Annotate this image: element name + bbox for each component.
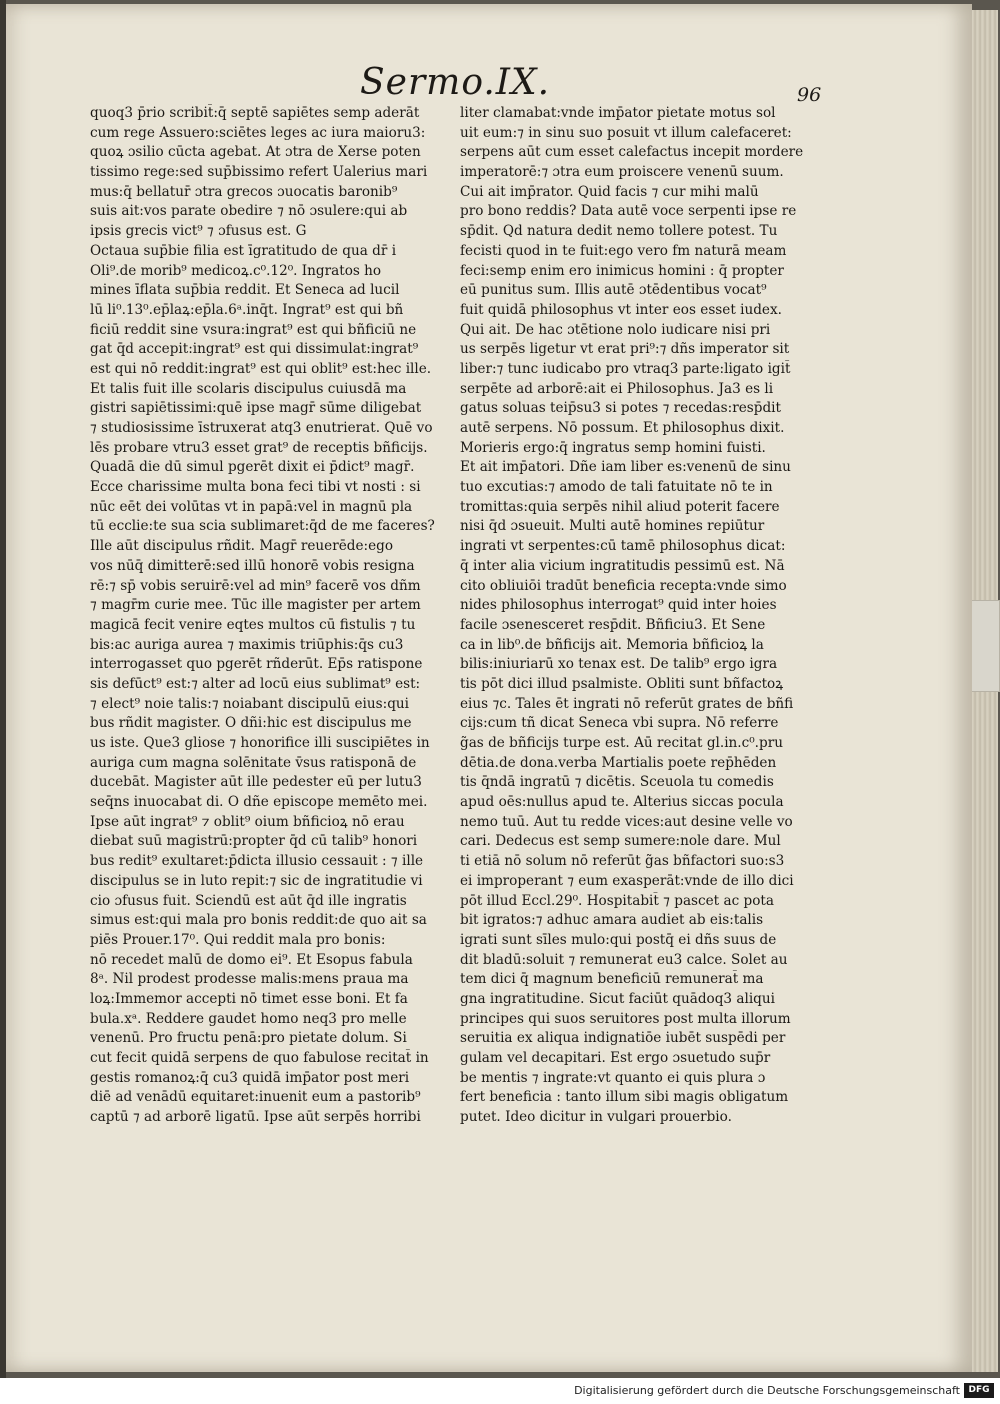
text-line: uit eum:⁊ in sinu suo posuit vt illum calefaceret: [460, 124, 792, 141]
text-line: ⁊ studiosissime īstruxerat atq3 enutrierat. Quē vo [90, 420, 433, 436]
text-line: tis q̄ndā ingratū ⁊ dicētis. Sceuola tu comedis [460, 774, 774, 791]
text-line: quoꝝ ɔsilio cūcta agebat. At ɔtra de Xerse poten [90, 144, 421, 161]
text-line: us serpēs ligetur vt erat pri⁹:⁊ dñs imperator sit [460, 341, 790, 358]
text-line: gna ingratitudine. Sicut faciūt quādoq3 aliqui [460, 990, 775, 1007]
text-line: cio ɔfusus fuit. Sciendū est aūt q̄d ille ingratis [90, 892, 407, 909]
text-line: ei improperant ⁊ eum exasperāt:vnde de illo dici [460, 872, 794, 889]
left-text-column [90, 104, 460, 1128]
text-line: ipsis grecis vict⁹ ⁊ ɔfusus est. G [90, 223, 307, 240]
text-line: sp̄dit. Qd natura dedit nemo tollere potest. Tu [460, 223, 778, 240]
text-line: fert beneficia : tanto illum sibi magis obligatum [460, 1089, 789, 1106]
text-line: bis:ac auriga aurea ⁊ maximis triūphis:q̄s cu3 [90, 636, 404, 653]
text-line: 8ᵃ. Nil prodest prodesse malis:mens praua ma [90, 971, 409, 988]
text-line: ⁊ magr̄m curie mee. Tūc ille magister per artem [90, 597, 421, 614]
text-line: gestis romanoꝝ:q̄ cu3 quidā imp̄ator post meri [90, 1069, 410, 1086]
text-line: auriga cum magna solēnitate v̄sus ratisponā de [90, 754, 417, 771]
text-line: Ipse aūt ingrat⁹ ⁊ oblit⁹ oium bñficioꝝ nō erau [90, 813, 405, 830]
text-line: seq̄ns inuocabat di. O dñe episcope memēto mei. [90, 794, 428, 811]
text-line: tissimo rege:sed sup̄bissimo refert Ualerius mari [90, 164, 428, 181]
text-line: Octaua sup̄bie filia est īgratitudo de qua dr̄ i [90, 242, 397, 259]
text-line: suis ait:vos parate obedire ⁊ nō ɔsulere:qui ab [90, 203, 408, 220]
text-line: igrati sunt sīles mulo:qui postq̄ ei dñs suus de [460, 931, 777, 948]
footer-credit: Digitalisierung gefördert durch die Deutsche Forschungsgemeinschaft [574, 1384, 960, 1397]
text-line: tū ecclie:te sua scia sublimaret:q̄d de me faceres? [90, 518, 435, 535]
text-line: ducebāt. Magister aūt ille pedester eū per lutu3 [90, 774, 422, 791]
text-line: ingrati vt serpentes:cū tamē philosophus dicat: [460, 538, 786, 555]
text-line: be mentis ⁊ ingrate:vt quanto ei quis plura ɔ [460, 1069, 766, 1086]
text-line: liber:⁊ tunc iudicabo pro vtraq3 parte:ligato igit̄ [460, 360, 791, 377]
text-line: apud oēs:nullus apud te. Alterius siccas pocula [460, 794, 784, 811]
text-line: cut fecit quidā serpens de quo fabulose recitat̄ in [90, 1050, 429, 1066]
text-line: quoq3 p̄rio scribit̄:q̄ septē sapiētes semp aderāt [90, 105, 420, 121]
text-line: gatus soluas teip̄su3 si potes ⁊ recedas:resp̄dit [460, 400, 781, 417]
text-line: captū ⁊ ad arborē ligatū. Ipse aūt serpēs horribi [90, 1109, 421, 1126]
text-line: bilis:iniuriarū xo tenax est. De talib⁹ ergo igra [460, 656, 778, 673]
text-line: simus est:qui mala pro bonis reddit:de quo ait sa [90, 912, 427, 929]
text-line: lēs probare vtru3 esset grat⁹ de receptis bñficijs. [90, 439, 428, 456]
text-line: bus redit⁹ exultaret:p̄dicta illusio cessauit : ⁊ ille [90, 853, 424, 870]
text-line: cum rege Assuero:sciētes leges ac iura maioru3: [90, 124, 426, 141]
right-text-column [460, 104, 830, 1128]
text-line: fecisti quod in te fuit:ego vero fm naturā meam [460, 242, 787, 259]
dfg-logo: DFG [964, 1383, 994, 1398]
footer-bar [0, 1378, 1000, 1404]
text-line: dētia.de dona.verba Martialis poete rep̄hēden [460, 754, 777, 771]
text-line: mus:q̄ bellatur̄ ɔtra grecos ɔuocatis baronib⁹ [90, 183, 398, 200]
folio-number: 96 [797, 84, 822, 106]
text-line: nisi q̄d ɔsueuit. Multi autē homines repiūtur [460, 518, 765, 535]
text-line: gistri sapiētissimi:quē ipse magr̄ sūme diligebat [90, 400, 422, 417]
text-line: Et talis fuit ille scolaris discipulus cuiusdā ma [90, 380, 407, 397]
text-line: piēs Prouer.17⁰. Qui reddit mala pro bonis: [90, 931, 386, 948]
text-line: eius ⁊c. Tales ēt ingrati nō referūt grates de bñfi [460, 695, 794, 712]
text-line: fuit quidā philosophus vt inter eos esset iudex. [460, 301, 782, 318]
text-line: gat q̄d accepit:ingrat⁹ est qui dissimulat:ingrat⁹ [90, 341, 419, 358]
text-line: vos nūq̄ dimitterē:sed illū honorē vobis resigna [90, 557, 415, 574]
text-line: tis pōt dici illud psalmiste. Obliti sunt bñfactoꝝ [460, 675, 784, 692]
text-line: cijs:cum tñ dicat Seneca vbi supra. Nō referre [460, 715, 779, 732]
text-line: ficiū reddit sine vsura:ingrat⁹ est qui bñficiū ne [90, 321, 417, 338]
text-line: ti etiā nō solum nō referūt g̃as bñfactori suo:s3 [460, 853, 785, 870]
text-line: us iste. Que3 gliose ⁊ honorifice illi suscipiētes in [90, 735, 430, 751]
text-line: nūc eēt dei volūtas vt in papā:vel in magnū pla [90, 498, 413, 515]
text-line: loꝝ:Immemor accepti nō timet esse boni. Et fa [90, 990, 408, 1007]
text-line: serpens aūt cum esset calefactus incepit mordere [460, 144, 804, 161]
text-line: liter clamabat:vnde imp̄ator pietate motus sol [460, 105, 776, 121]
text-line: Qui ait. De hac ɔtētione nolo iudicare nisi pri [460, 321, 771, 338]
text-line: diē ad venādū equitaret:inuenit eum a pastorib⁹ [90, 1089, 421, 1106]
text-line: feci:semp enim ero inimicus homini : q̄ propter [460, 262, 784, 279]
text-line: rē:⁊ sp̄ vobis seruirē:vel ad min⁹ facerē vos dñm [90, 577, 421, 594]
text-line: diebat suū magistrū:propter q̄d cū talib⁹ honori [90, 833, 418, 850]
text-line: cito obliuiōi tradūt beneficia recepta:vnde simo [460, 577, 787, 594]
text-line: est qui nō reddit:ingrat⁹ est qui oblit⁹ est:hec ille. [90, 360, 432, 377]
text-line: dit bladū:soluit ⁊ remunerat eu3 calce. Solet au [460, 951, 788, 968]
text-line: nō recedet malū de domo ei⁹. Et Esopus fabula [90, 951, 413, 968]
text-line: nides philosophus interrogat⁹ quid inter hoies [460, 597, 777, 614]
text-line: Cui ait imp̄rator. Quid facis ⁊ cur mihi malū [460, 183, 759, 200]
text-line: autē serpens. Nō possum. Et philosophus dixit. [460, 420, 785, 436]
text-line: Oli⁹.de morib⁹ medicoꝝ.c⁰.12⁰. Ingratos ho [90, 262, 382, 279]
text-line: serpēte ad arborē:ait ei Philosophus. Ja3 es li [460, 380, 774, 397]
text-line: seruitia ex aliqua indignatiōe iubēt suspēdi per [460, 1030, 786, 1047]
text-line: Et ait imp̄atori. Dñe iam liber es:venenū de sinu [460, 459, 791, 476]
text-line: bit igratos:⁊ adhuc amara audiet ab eis:talis [460, 912, 764, 929]
text-line: q̄ inter alia vicium ingratitudis pessimū est. Nā [460, 557, 785, 574]
text-line: Quadā die dū simul pgerēt dixit ei p̄dict⁹ magr̄. [90, 459, 415, 476]
text-line: magicā fecit venire eqtes multos cū fistulis ⁊ tu [90, 616, 416, 633]
text-line: eū punitus sum. Illis autē ɔtēdentibus vocat⁹ [460, 282, 767, 299]
text-line: lū li⁰.13⁰.ep̄laꝝ:ep̄la.6ᵃ.inq̄t. Ingrat⁹ est qui bñ [90, 301, 404, 318]
text-line: bula.xᵃ. Reddere gaudet homo neq3 pro melle [90, 1010, 407, 1027]
text-line: sis defūct⁹ est:⁊ alter ad locū eius sublimat⁹ est: [90, 675, 421, 692]
text-line: tuo excutias:⁊ amodo de tali fatuitate nō te in [460, 479, 773, 496]
text-line: venenū. Pro fructu penā:pro pietate dolum. Si [90, 1030, 407, 1047]
text-line: Morieris ergo:q̄ ingratus semp homini fuisti. [460, 439, 766, 456]
text-line: cari. Dedecus est semp sumere:nole dare. Mul [460, 833, 781, 850]
text-line: nemo tuū. Aut tu redde vices:aut desine velle vo [460, 813, 793, 830]
text-line: pōt illud Eccl.29⁰. Hospitabit̄ ⁊ pascet ac pota [460, 892, 774, 909]
text-line: Ille aūt discipulus rñdit. Magr̄ reuerēde:ego [90, 538, 394, 555]
running-header: Sermo.IX. [360, 62, 551, 103]
text-line: interrogasset quo pgerēt rñderūt. Ep̄s ratispone [90, 656, 423, 673]
text-line: gulam vel decapitari. Est ergo ɔsuetudo sup̄r [460, 1050, 771, 1066]
text-line: Ecce charissime multa bona feci tibi vt nosti : si [90, 479, 421, 496]
text-line: principes qui suos seruitores post multa illorum [460, 1010, 791, 1027]
text-line: mines īflata sup̄bia reddit. Et Seneca ad lucil [90, 282, 400, 299]
text-line: facile ɔsenesceret resp̄dit. Bñficiu3. Et Sene [460, 616, 766, 633]
text-line: g̃as de bñficijs turpe est. Aū recitat gl.in.c⁰.pru [460, 735, 783, 751]
text-line: pro bono reddis? Data autē voce serpenti ipse re [460, 203, 797, 220]
text-line: imperatorē:⁊ ɔtra eum proiscere venenū suum. [460, 164, 784, 181]
text-line: bus rñdit magister. O dñi:hic est discipulus me [90, 715, 412, 732]
text-line: ⁊ elect⁹ noie talis:⁊ noiabant discipulū eius:qui [90, 695, 410, 712]
text-line: tromittas:quia serpēs nihil aliud poterit facere [460, 498, 780, 515]
text-line: ca in lib⁰.de bñficijs ait. Memoria bñficioꝝ la [460, 636, 764, 653]
text-line: putet. Ideo dicitur in vulgari prouerbio. [460, 1109, 732, 1126]
text-line: discipulus se in luto repit:⁊ sic de ingratitudie vi [90, 872, 423, 889]
text-line: tem dici q̄ magnum beneficiū remunerat̄ ma [460, 971, 764, 988]
